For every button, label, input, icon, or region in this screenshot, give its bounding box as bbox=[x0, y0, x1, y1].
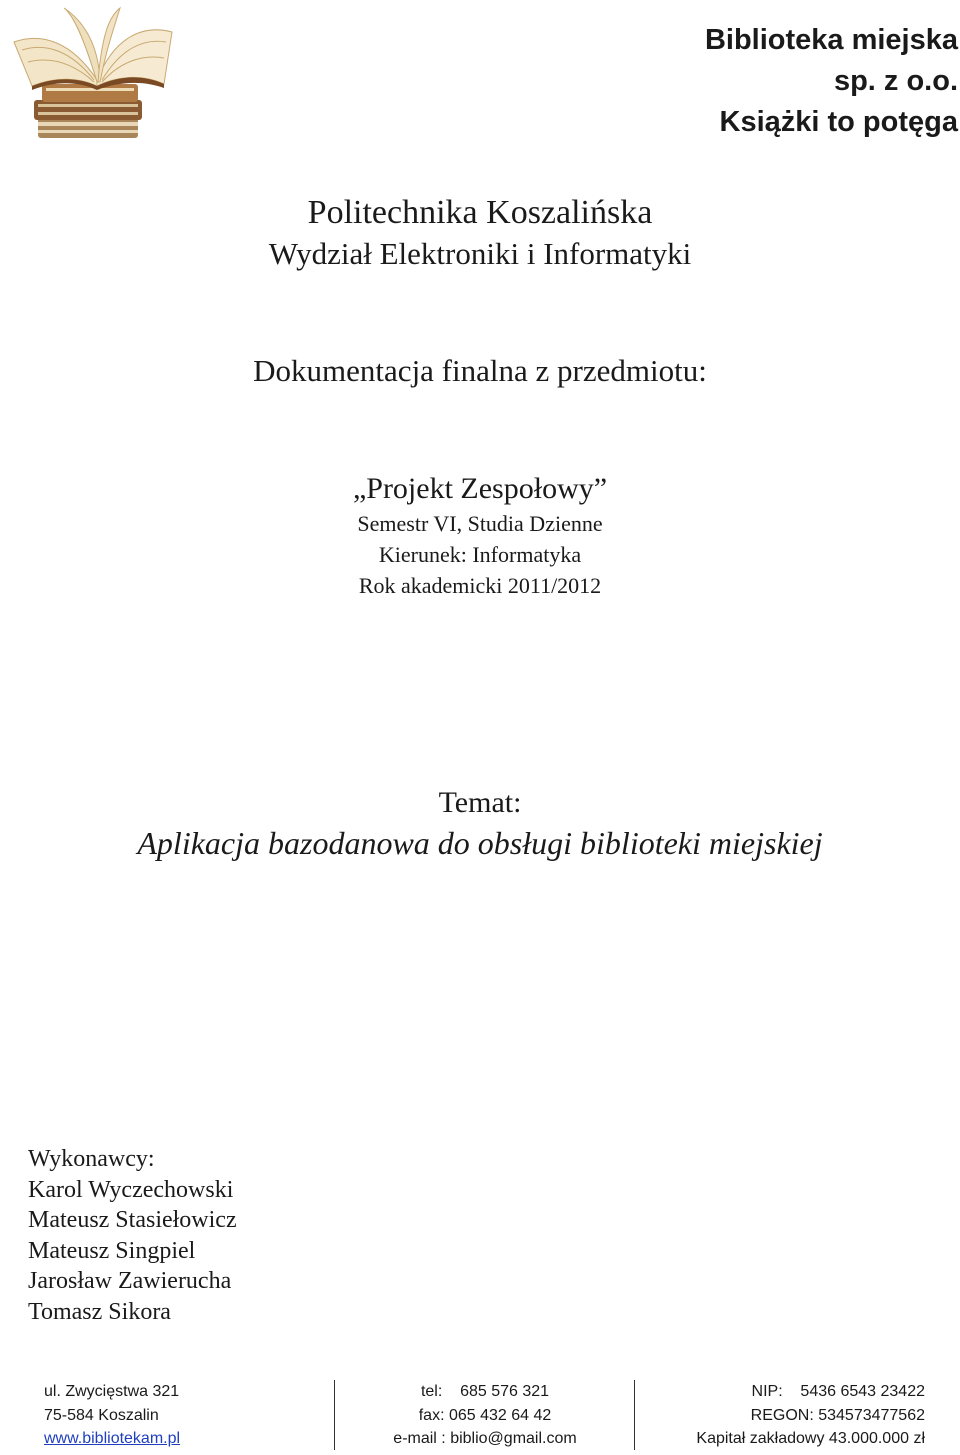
field-of-study: Kierunek: Informatyka bbox=[378, 542, 582, 567]
open-books-stack-icon bbox=[2, 2, 182, 142]
footer-street: ul. Zwycięstwa 321 bbox=[44, 1383, 180, 1400]
topic-title: Aplikacja bazodanowa do obsługi biblioteki miejskiej bbox=[137, 825, 823, 861]
footer-phone: tel: 685 576 321 bbox=[420, 1383, 550, 1400]
page-footer bbox=[0, 1380, 960, 1450]
project-name: „Projekt Zespołowy” bbox=[352, 472, 608, 505]
footer-fax: fax: 065 432 64 42 bbox=[418, 1406, 552, 1424]
semester-info: Semestr VI, Studia Dzienne bbox=[357, 511, 603, 536]
author-name: Karol Wyczechowski bbox=[28, 1176, 234, 1203]
footer-regon: REGON: 534573477562 bbox=[750, 1406, 925, 1424]
footer-email: e-mail : biblio@gmail.com bbox=[393, 1430, 577, 1447]
author-name: Mateusz Singpiel bbox=[28, 1237, 196, 1264]
company-slogan: Książki to potęga bbox=[719, 106, 958, 138]
authors-label: Wykonawcy: bbox=[28, 1146, 155, 1172]
footer-contact bbox=[334, 1380, 635, 1450]
website-link[interactable]: www.bibliotekam.pl bbox=[44, 1430, 181, 1447]
company-name: Biblioteka miejska bbox=[704, 24, 958, 56]
authors-list bbox=[28, 1144, 237, 1327]
footer-capital: Kapitał zakładowy 43.000.000 zł bbox=[696, 1430, 925, 1447]
academic-year: Rok akademicki 2011/2012 bbox=[358, 573, 602, 598]
footer-address bbox=[44, 1380, 334, 1450]
author-name: Jarosław Zawierucha bbox=[28, 1268, 232, 1294]
author-name: Mateusz Stasiełowicz bbox=[28, 1207, 237, 1233]
document-type: Dokumentacja finalna z przedmiotu: bbox=[253, 353, 707, 388]
footer-nip: NIP: 5436 6543 23422 bbox=[751, 1383, 925, 1400]
topic-label: Temat: bbox=[438, 786, 522, 819]
company-name-block bbox=[705, 20, 958, 143]
author-name: Tomasz Sikora bbox=[28, 1298, 171, 1325]
faculty-name: Wydział Elektroniki i Informatyki bbox=[268, 236, 692, 271]
company-legal-form: sp. z o.o. bbox=[833, 65, 958, 97]
university-name: Politechnika Koszalińska bbox=[307, 194, 653, 231]
footer-registration bbox=[634, 1380, 925, 1450]
footer-city: 75-584 Koszalin bbox=[44, 1406, 159, 1424]
